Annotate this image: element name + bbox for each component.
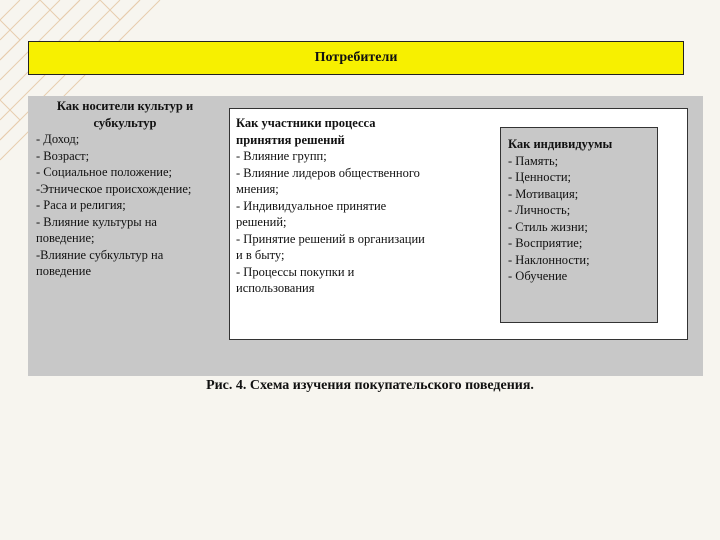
- list-item: - Обучение: [508, 269, 568, 283]
- list-item: - Влияние культуры на поведение;: [36, 214, 157, 245]
- decision-participants-column: [236, 115, 426, 297]
- list-item: - Процессы покупки и использования: [236, 264, 355, 295]
- figure-caption: Рис. 4. Схема изучения покупательского поведения.: [206, 378, 534, 393]
- list-item: - Мотивация;: [508, 186, 579, 201]
- culture-carriers-title: Как носители культур и субкультур: [56, 99, 194, 130]
- individuals-box: [500, 127, 658, 323]
- individuals-column: [508, 136, 653, 285]
- list-item: - Память;: [508, 153, 559, 168]
- list-item: - Стиль жизни;: [508, 219, 588, 234]
- culture-carriers-column: [36, 98, 214, 280]
- decision-process-box: [229, 108, 688, 340]
- list-item: - Личность;: [508, 203, 571, 217]
- list-item: - Доход;: [36, 132, 80, 146]
- list-item: - Принятие решений в организации и в быту;: [236, 231, 425, 262]
- list-item: - Восприятие;: [508, 236, 583, 250]
- individuals-title: Как индивидуумы: [508, 137, 613, 151]
- header-title: Потребители: [314, 50, 398, 65]
- list-item: - Индивидуальное принятие решений;: [236, 198, 387, 229]
- decision-participants-title: Как участники процесса принятия решений: [236, 116, 376, 147]
- list-item: - Раса и религия;: [36, 198, 126, 212]
- list-item: -Этническое происхождение;: [36, 181, 192, 196]
- list-item: - Наклонности;: [508, 252, 590, 267]
- list-item: - Возраст;: [36, 148, 90, 163]
- list-item: - Влияние лидеров общественного мнения;: [236, 165, 420, 196]
- list-item: - Ценности;: [508, 170, 571, 184]
- list-item: - Влияние групп;: [236, 149, 327, 163]
- list-item: - Социальное положение;: [36, 165, 172, 179]
- consumers-header: [28, 41, 684, 75]
- list-item: -Влияние субкультур на поведение: [36, 247, 164, 278]
- diagram-panel: [28, 96, 703, 376]
